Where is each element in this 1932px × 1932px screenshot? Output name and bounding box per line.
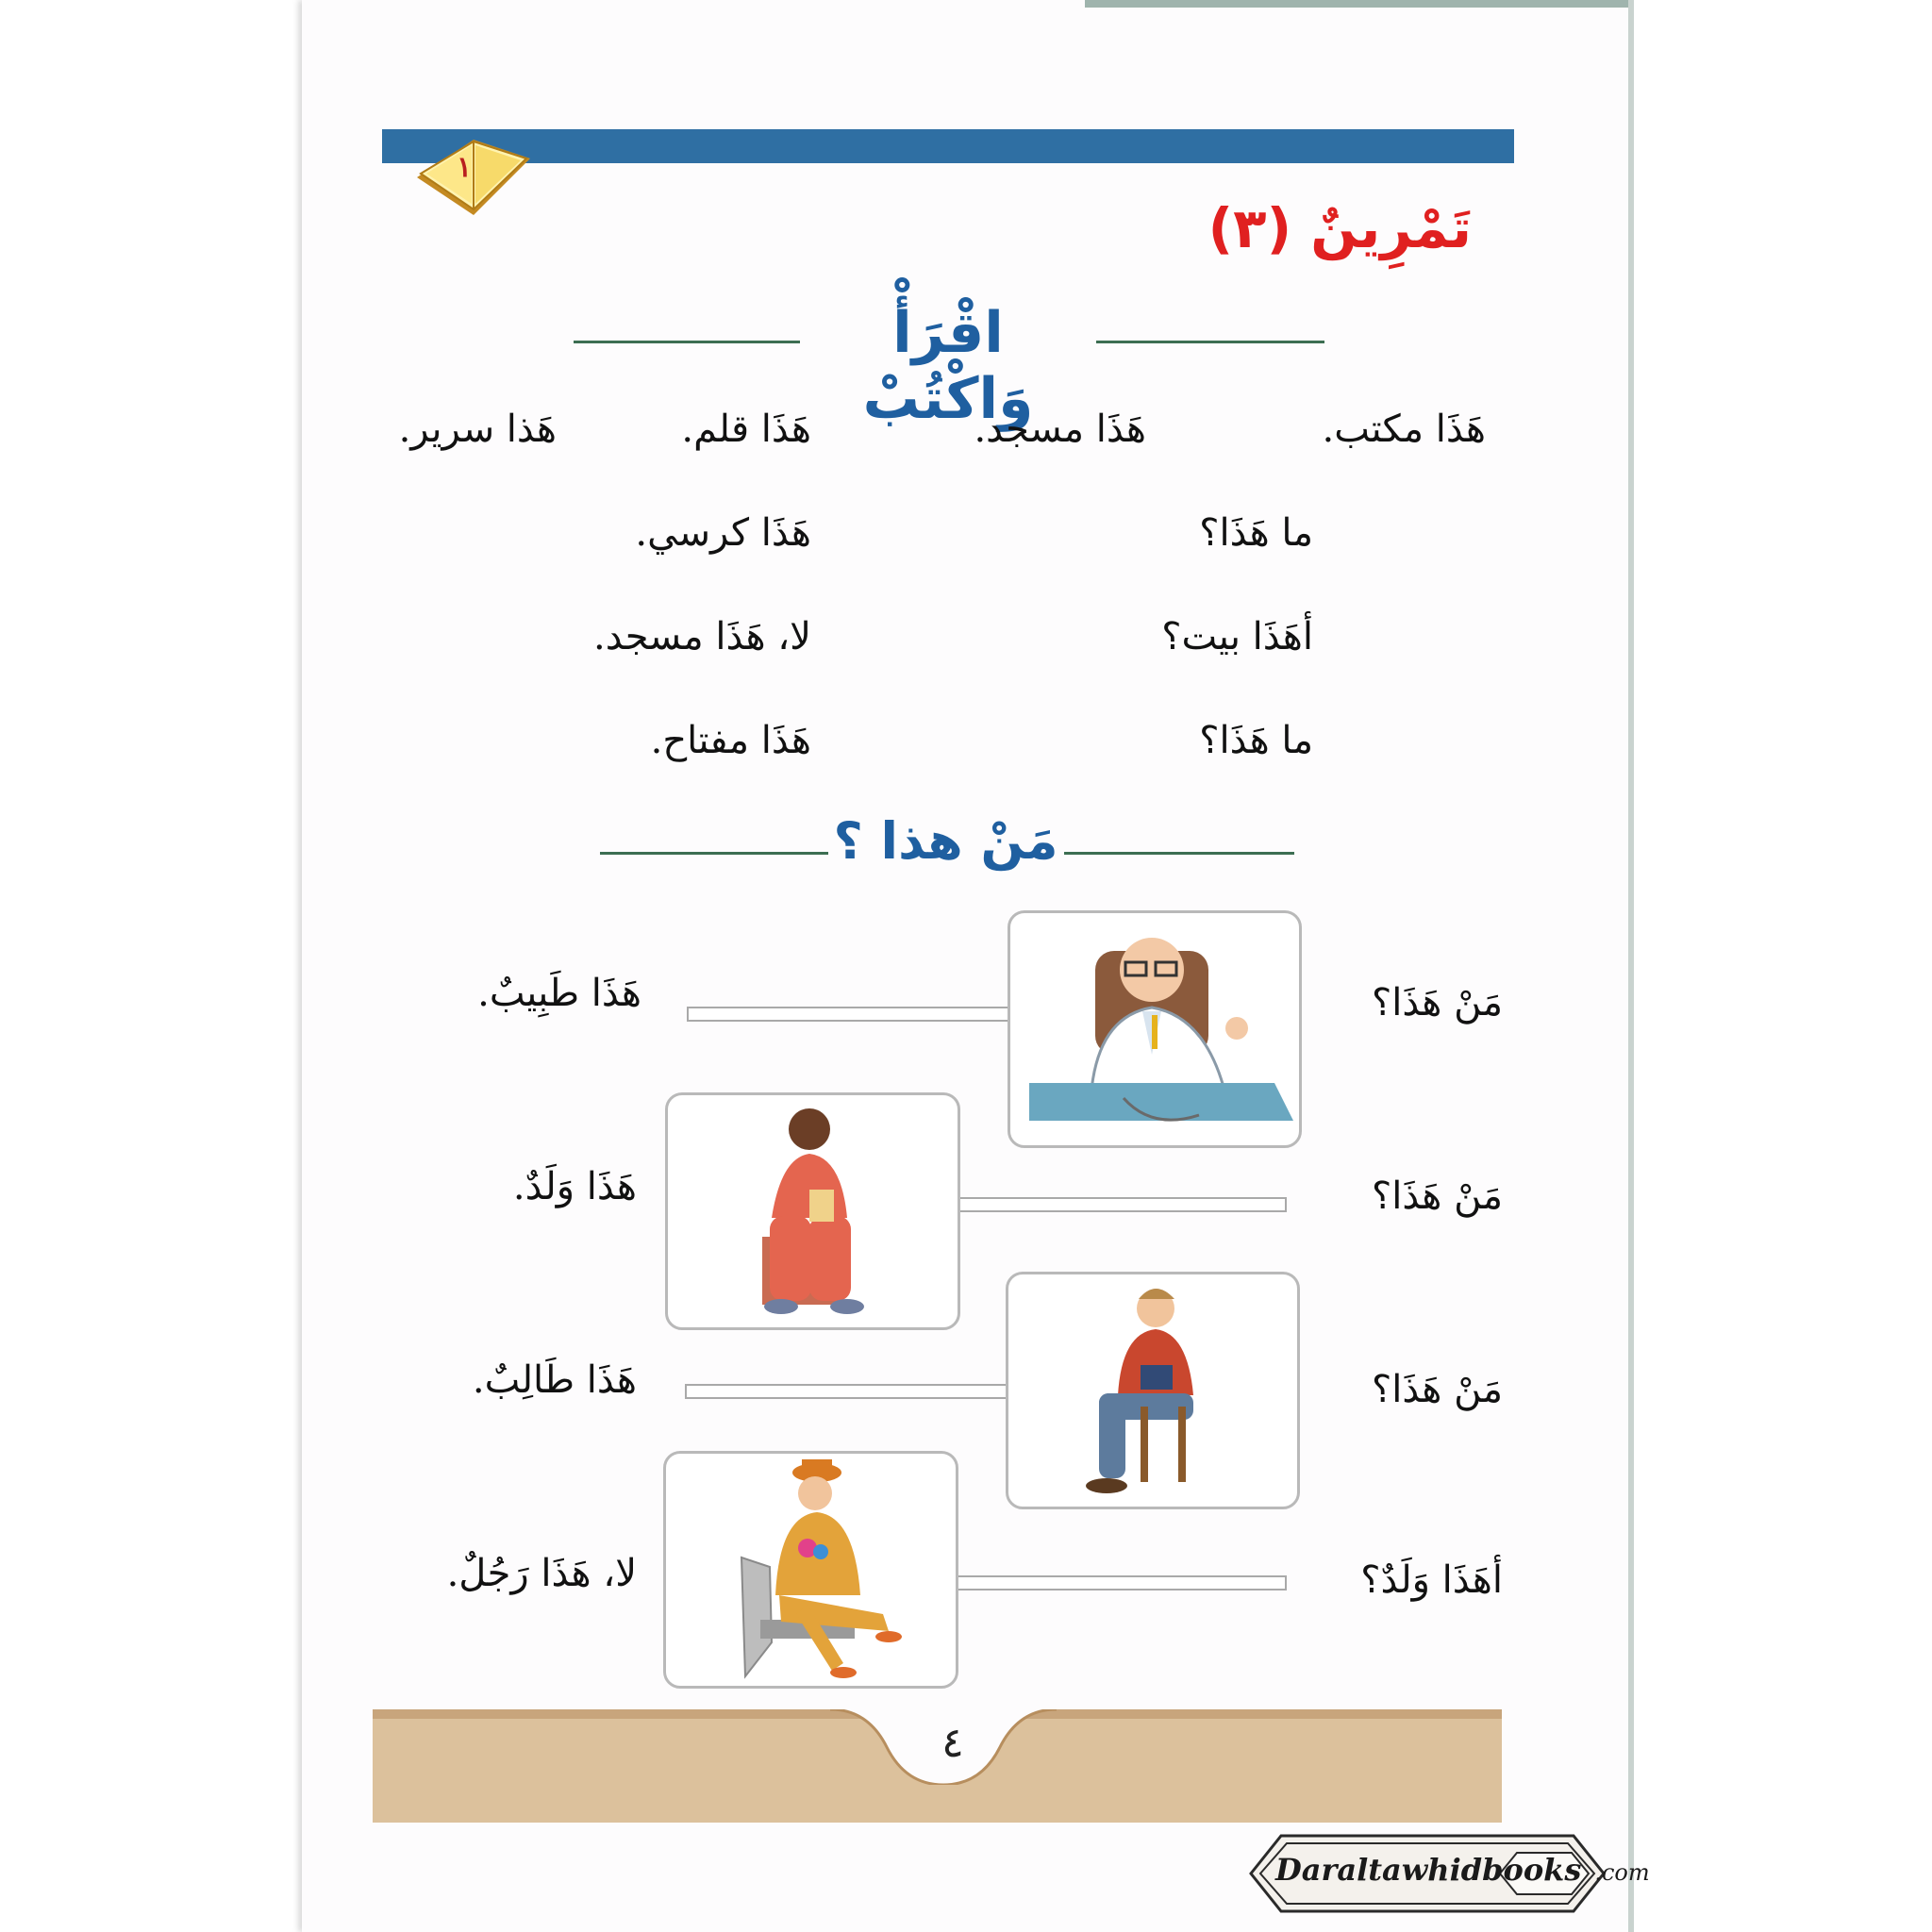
title-rule-right-2 bbox=[1064, 852, 1294, 855]
question-2: أهَذَا بيت؟ bbox=[1161, 615, 1313, 658]
connector-2 bbox=[957, 1197, 1287, 1212]
picture-card-man bbox=[663, 1451, 958, 1689]
section-title-read-write: اقْرَأْ وَاكْتُبْ bbox=[862, 300, 1034, 432]
who-answer-3: هَذَا طَالِبٌ. bbox=[472, 1358, 637, 1402]
sentence-3: هَذَا قلم. bbox=[681, 408, 811, 451]
watermark-text: Daraltawhidbooks .com bbox=[1275, 1852, 1650, 1888]
book-page bbox=[302, 0, 1632, 1932]
answer-2: لا، هَذَا مسجد. bbox=[593, 615, 811, 658]
question-1: ما هَذَا؟ bbox=[1199, 511, 1313, 555]
book-icon bbox=[408, 121, 540, 225]
who-question-1: مَنْ هَذَا؟ bbox=[1371, 981, 1503, 1024]
who-answer-1: هَذَا طَبِيبٌ. bbox=[477, 972, 641, 1015]
title-rule-left-2 bbox=[600, 852, 828, 855]
who-question-2: مَنْ هَذَا؟ bbox=[1371, 1174, 1503, 1218]
page-edge-right bbox=[1628, 0, 1634, 1932]
sentence-2: هَذَا مسجد. bbox=[974, 408, 1146, 451]
title-rule-right bbox=[1096, 341, 1324, 343]
answer-3: هَذَا مفتاح. bbox=[650, 719, 811, 762]
section-title-who-is-this: مَنْ هذا ؟ bbox=[833, 811, 1058, 871]
who-answer-4: لا، هَذَا رَجُلٌ. bbox=[446, 1552, 637, 1595]
exercise-title: تَمْرِينٌ (٣) bbox=[1208, 196, 1472, 260]
who-answer-2: هَذَا وَلَدٌ. bbox=[512, 1165, 637, 1208]
picture-card-student bbox=[1006, 1272, 1300, 1509]
question-3: ما هَذَا؟ bbox=[1199, 719, 1313, 762]
boy-icon bbox=[668, 1095, 958, 1327]
connector-3 bbox=[685, 1384, 1009, 1399]
page-number: ٤ bbox=[941, 1719, 964, 1767]
who-question-4: أهَذَا وَلَدٌ؟ bbox=[1360, 1558, 1503, 1602]
page-edge-top bbox=[1085, 0, 1632, 8]
connector-1 bbox=[687, 1007, 1011, 1022]
answer-1: هَذَا كرسي. bbox=[635, 511, 811, 555]
sentence-4: هَذا سرير. bbox=[398, 408, 557, 451]
sentence-1: هَذَا مكتب. bbox=[1322, 408, 1486, 451]
doctor-icon bbox=[1010, 913, 1299, 1145]
connector-4 bbox=[955, 1575, 1287, 1591]
picture-card-doctor bbox=[1008, 910, 1302, 1148]
book-number: ١ bbox=[457, 151, 473, 184]
man-icon bbox=[666, 1454, 956, 1686]
student-icon bbox=[1008, 1274, 1297, 1507]
header-bar bbox=[382, 129, 1514, 163]
who-question-3: مَنْ هَذَا؟ bbox=[1371, 1368, 1503, 1411]
title-rule-left bbox=[574, 341, 800, 343]
picture-card-boy bbox=[665, 1092, 960, 1330]
